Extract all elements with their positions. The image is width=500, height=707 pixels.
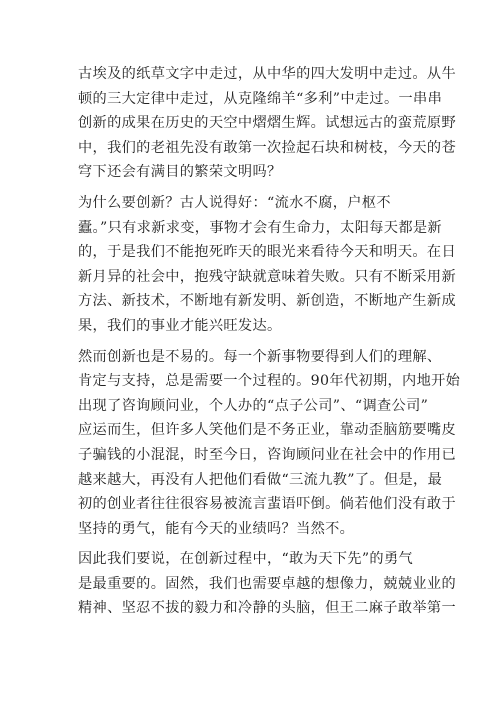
text-line: 新月异的社会中，抱残守缺就意味着失败。只有不断采用新 <box>78 268 456 285</box>
paragraph-3 <box>78 345 461 542</box>
text-line: 然而创新也是不易的。每一个新事物要得到人们的理解、 <box>78 348 442 365</box>
text-line: 顿的三大定律中走过，从克隆绵羊“多利”中走过。一串串 <box>78 90 443 107</box>
text-line: 蠹。”只有求新求变，事物才会有生命力，太阳每天都是新 <box>78 219 442 236</box>
text-line: 越来越大，再没有人把他们看做“三流九教”了。但是，最 <box>78 471 443 488</box>
text-line: 是最重要的。固然，我们也需要卓越的想像力，兢兢业业的 <box>78 575 456 592</box>
text-line: 古埃及的纸草文字中走过，从中华的四大发明中走过。从牛 <box>78 66 456 82</box>
paragraph-4 <box>78 547 456 621</box>
text-line: 出现了咨询顾问业，个人办的“点子公司”、“调查公司” <box>78 397 429 414</box>
paragraph-1 <box>78 62 456 185</box>
text-line: 为什么要创新？古人说得好：“流水不腐，户枢不 <box>78 194 391 211</box>
article-body <box>78 62 461 621</box>
text-line: 果，我们的事业才能兴旺发达。 <box>78 317 282 334</box>
text-line: 穹下还会有满目的繁荣文明吗？ <box>78 164 282 181</box>
text-line: 子骗钱的小混混，时至今日，咨询顾问业在社会中的作用已 <box>78 446 456 463</box>
text-line: 初的创业者往往很容易被流言蜚语吓倒。倘若他们没有敢于 <box>78 496 456 513</box>
text-line: 应运而生，但许多人笑他们是不务正业，靠动歪脑筋要嘴皮 <box>78 422 456 439</box>
text-line: 精神、坚忍不拔的毅力和冷静的头脑，但王二麻子敢举第一 <box>78 600 456 617</box>
text-line: 坚持的勇气，能有今天的业绩吗？当然不。 <box>78 520 355 537</box>
text-line: 肯定与支持，总是需要一个过程的。90年代初期，内地开始 <box>78 373 461 390</box>
text-line: 因此我们要说，在创新过程中，“敢为天下先”的勇气 <box>78 551 414 568</box>
text-line: 创新的成果在历史的天空中熠熠生辉。试想远古的蛮荒原野 <box>78 115 456 132</box>
text-line: 方法、新技术，不断地有新发明、新创造，不断地产生新成 <box>78 293 456 310</box>
text-line: 中，我们的老祖先没有敢第一次捡起石块和树枝，今天的苍 <box>78 139 456 156</box>
paragraph-2 <box>78 191 456 339</box>
text-line: 的，于是我们不能抱死昨天的眼光来看待今天和明天。在日 <box>78 244 456 261</box>
